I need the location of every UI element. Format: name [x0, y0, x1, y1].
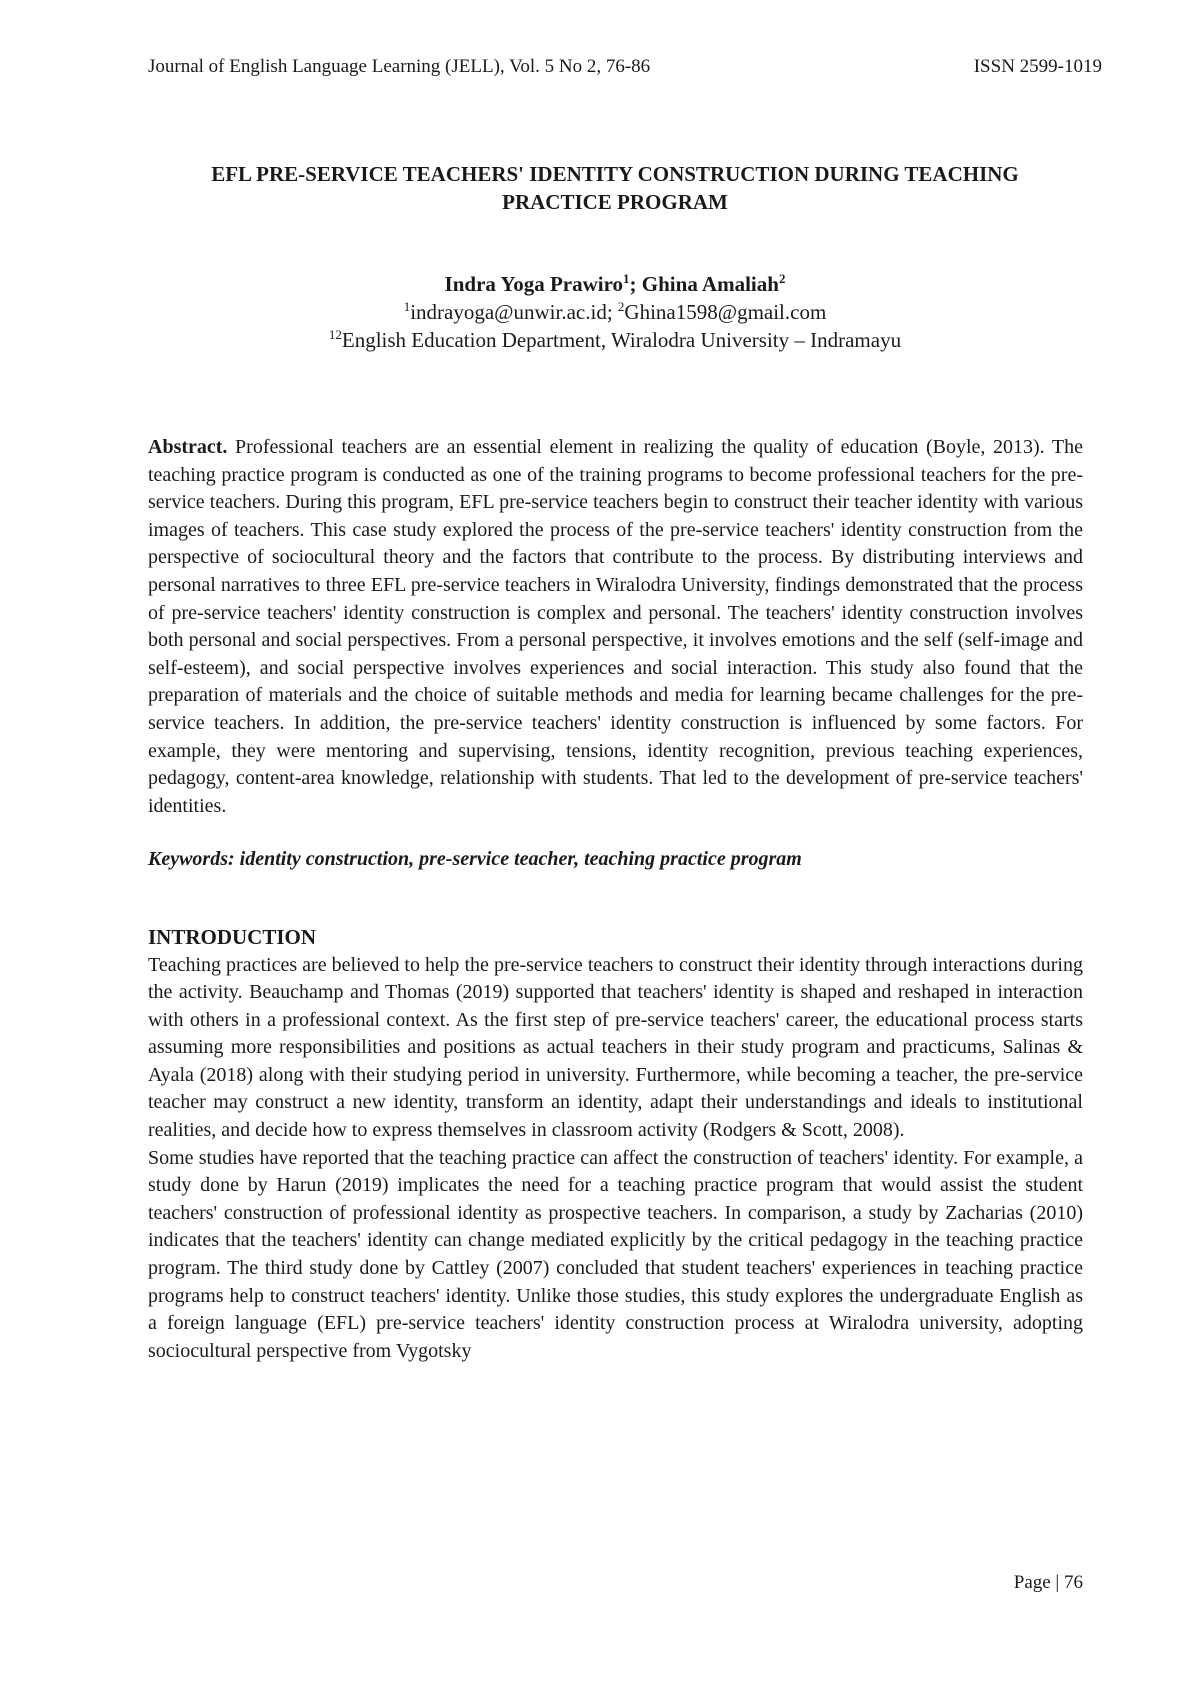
issn: ISSN 2599-1019 [973, 56, 1102, 77]
page-number: Page | 76 [1013, 1572, 1083, 1593]
email-2: Ghina1598@gmail.com [624, 300, 827, 324]
section-heading-introduction: INTRODUCTION [148, 924, 317, 949]
intro-paragraph-2: Some studies have reported that the teaching practice can affect the construction of teachers' identity. For example, a study done by Harun (2019) implicates the need for a teaching practice program that would assist the student teachers' construction of professional identity as prospective teachers. In comparison, a study by Zacharias (2010) indicates that the teachers' identity can change mediated explicitly by the critical pedagogy in the teaching practice program. The third study done by Cattley (2007) concluded that student teachers' experiences in teaching practice programs help to construct teachers' identity. Unlike those studies, this study explores the undergraduate English as a foreign language (EFL) pre-service teachers' identity construction process at Wiralodra university, adopting sociocultural perspective from Vygotsky [148, 1146, 1083, 1362]
author-block [148, 270, 1082, 354]
keywords: Keywords: identity construction, pre-service teacher, teaching practice program [148, 848, 802, 871]
email-1: indrayoga@unwir.ac.id; [410, 300, 618, 324]
intro-paragraph-1: Teaching practices are believed to help the pre-service teachers to construct their identity through interactions during the activity. Beauchamp and Thomas (2019) supported that teachers' identity is shaped and reshaped in interaction with others in a professional context. As the first step of pre-service teachers' career, the educational process starts assuming more responsibilities and positions as actual teachers in their study program and practicums, Salinas & Ayala (2018) along with their studying period in university. Furthermore, while becoming a teacher, the pre-service teacher may construct a new identity, transform an identity, adapt their understandings and ideals to institutional realities, and decide how to express themselves in classroom activity (Rodgers & Scott, 2008). [148, 953, 1083, 1142]
running-header [148, 56, 1102, 86]
paper-title [148, 160, 1082, 216]
author-2-marker: 2 [778, 271, 786, 286]
author-separator: ; [629, 272, 642, 296]
affiliation [148, 326, 1082, 354]
title-line-1: EFL PRE-SERVICE TEACHERS' IDENTITY CONSTRUCTION DURING TEACHING [211, 162, 1019, 186]
email-2-marker: 2 [617, 299, 625, 314]
author-emails [148, 298, 1082, 326]
abstract [148, 434, 1083, 820]
journal-citation: Journal of English Language Learning (JELL), Vol. 5 No 2, 76-86 [148, 56, 651, 77]
author-2: Ghina Amaliah [641, 272, 779, 296]
author-1: Indra Yoga Prawiro [444, 272, 624, 296]
body-content [148, 434, 1083, 1365]
abstract-label: Abstract. [148, 436, 228, 458]
affiliation-text: English Education Department, Wiralodra University – Indramayu [341, 328, 902, 352]
title-line-2: PRACTICE PROGRAM [502, 190, 728, 214]
affiliation-marker: 12 [328, 327, 342, 342]
author-names [148, 270, 1082, 298]
abstract-text: Professional teachers are an essential element in realizing the quality of education (Boyle, 2013). The teaching practice program is conducted as one of the training programs to become professional teachers for the pre-service teachers. During this program, EFL pre-service teachers begin to construct their teacher identity with various images of teachers. This case study explored the process of the pre-service teachers' identity construction from the perspective of sociocultural theory and the factors that contribute to the process. By distributing interviews and personal narratives to three EFL pre-service teachers in Wiralodra University, findings demonstrated that the process of pre-service teachers' identity construction is complex and personal. The teachers' identity construction involves both personal and social perspectives. From a personal perspective, it involves emotions and the self (self-image and self-esteem), and social perspective involves experiences and social interaction. This study also found that the preparation of materials and the choice of suitable methods and media for learning became challenges for the pre-service teachers. In addition, the pre-service teachers' identity construction is influenced by some factors. For example, they were mentoring and supervising, tensions, identity recognition, previous teaching experiences, pedagogy, content-area knowledge, relationship with students. That led to the development of pre-service teachers' identities. [148, 436, 1084, 817]
author-1-marker: 1 [623, 271, 630, 286]
email-1-marker: 1 [403, 299, 411, 314]
